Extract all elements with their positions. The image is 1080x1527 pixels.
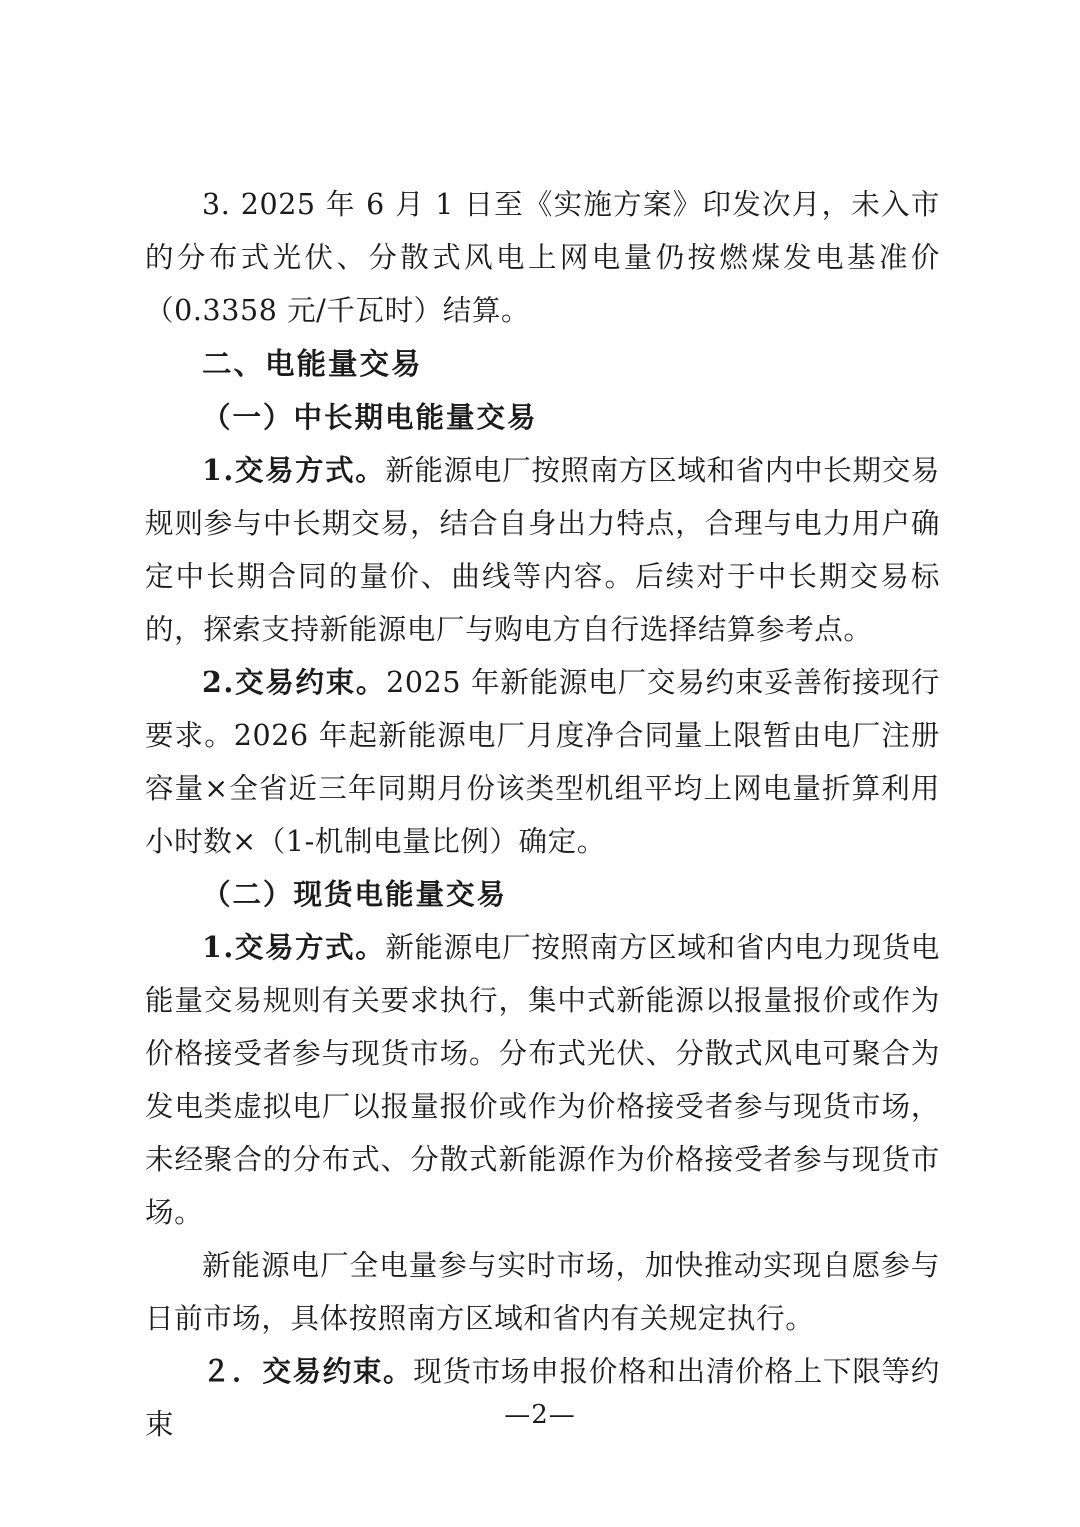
subsection-heading-text: （二）现货电能量交易 (202, 877, 508, 911)
paragraph-lead-in: ２．交易约束。 (202, 1354, 414, 1388)
paragraph-trade-constraint-spot (145, 1345, 940, 1451)
paragraph-text: 新能源电厂按照南方区域和省内电力现货电能量交易规则有关要求执行，集中式新能源以报量报价或作为价格接受者参与现货市场。分布式光伏、分散式风电可聚合为发电类虚拟电厂以报量报价或作为价格接受者参与现货市场，未经聚合的分布式、分散式新能源作为价格接受者参与现货市场。 (145, 931, 940, 1229)
paragraph-text: 现货市场申报价格和出清价格上下限等约束 (145, 1355, 940, 1441)
subsection-heading-1 (145, 391, 940, 444)
paragraph-text: 3. 2025 年 6 月 1 日至《实施方案》印发次月，未入市的分布式光伏、分散式风电上网电量仍按燃煤发电基准价（0.3358 元/千瓦时）结算。 (145, 188, 940, 327)
paragraph-text: 2025 年新能源电厂交易约束妥善衔接现行要求。2026 年起新能源电厂月度净合同量上限暂由电厂注册容量×全省近三年同期月份该类型机组平均上网电量折算利用小时数×（1-机制电量比例）确定。 (145, 666, 940, 858)
page-number: —2— (504, 1400, 576, 1430)
paragraph-trade-method-midlong (145, 444, 940, 656)
section-heading-text: 二、电能量交易 (202, 346, 423, 381)
paragraph-lead-in: 1.交易方式。 (202, 930, 386, 964)
paragraph-lead-in: 1.交易方式。 (202, 453, 386, 487)
paragraph-trade-constraint-midlong (145, 656, 940, 868)
paragraph-lead-in: 2.交易约束。 (202, 665, 387, 699)
paragraph-realtime-market (145, 1239, 940, 1345)
subsection-heading-text: （一）中长期电能量交易 (202, 400, 538, 434)
section-heading-2 (145, 337, 940, 391)
document-body (145, 178, 940, 1451)
paragraph-text: 新能源电厂按照南方区域和省内中长期交易规则参与中长期交易，结合自身出力特点，合理与电力用户确定中长期合同的量价、曲线等内容。后续对于中长期交易标的，探索支持新能源电厂与购电方自行选择结算参考点。 (145, 454, 940, 646)
paragraph-item-3 (145, 178, 940, 337)
paragraph-text: 新能源电厂全电量参与实时市场，加快推动实现自愿参与日前市场，具体按照南方区域和省内有关规定执行。 (145, 1249, 940, 1335)
paragraph-trade-method-spot (145, 921, 940, 1239)
subsection-heading-2 (145, 868, 940, 921)
